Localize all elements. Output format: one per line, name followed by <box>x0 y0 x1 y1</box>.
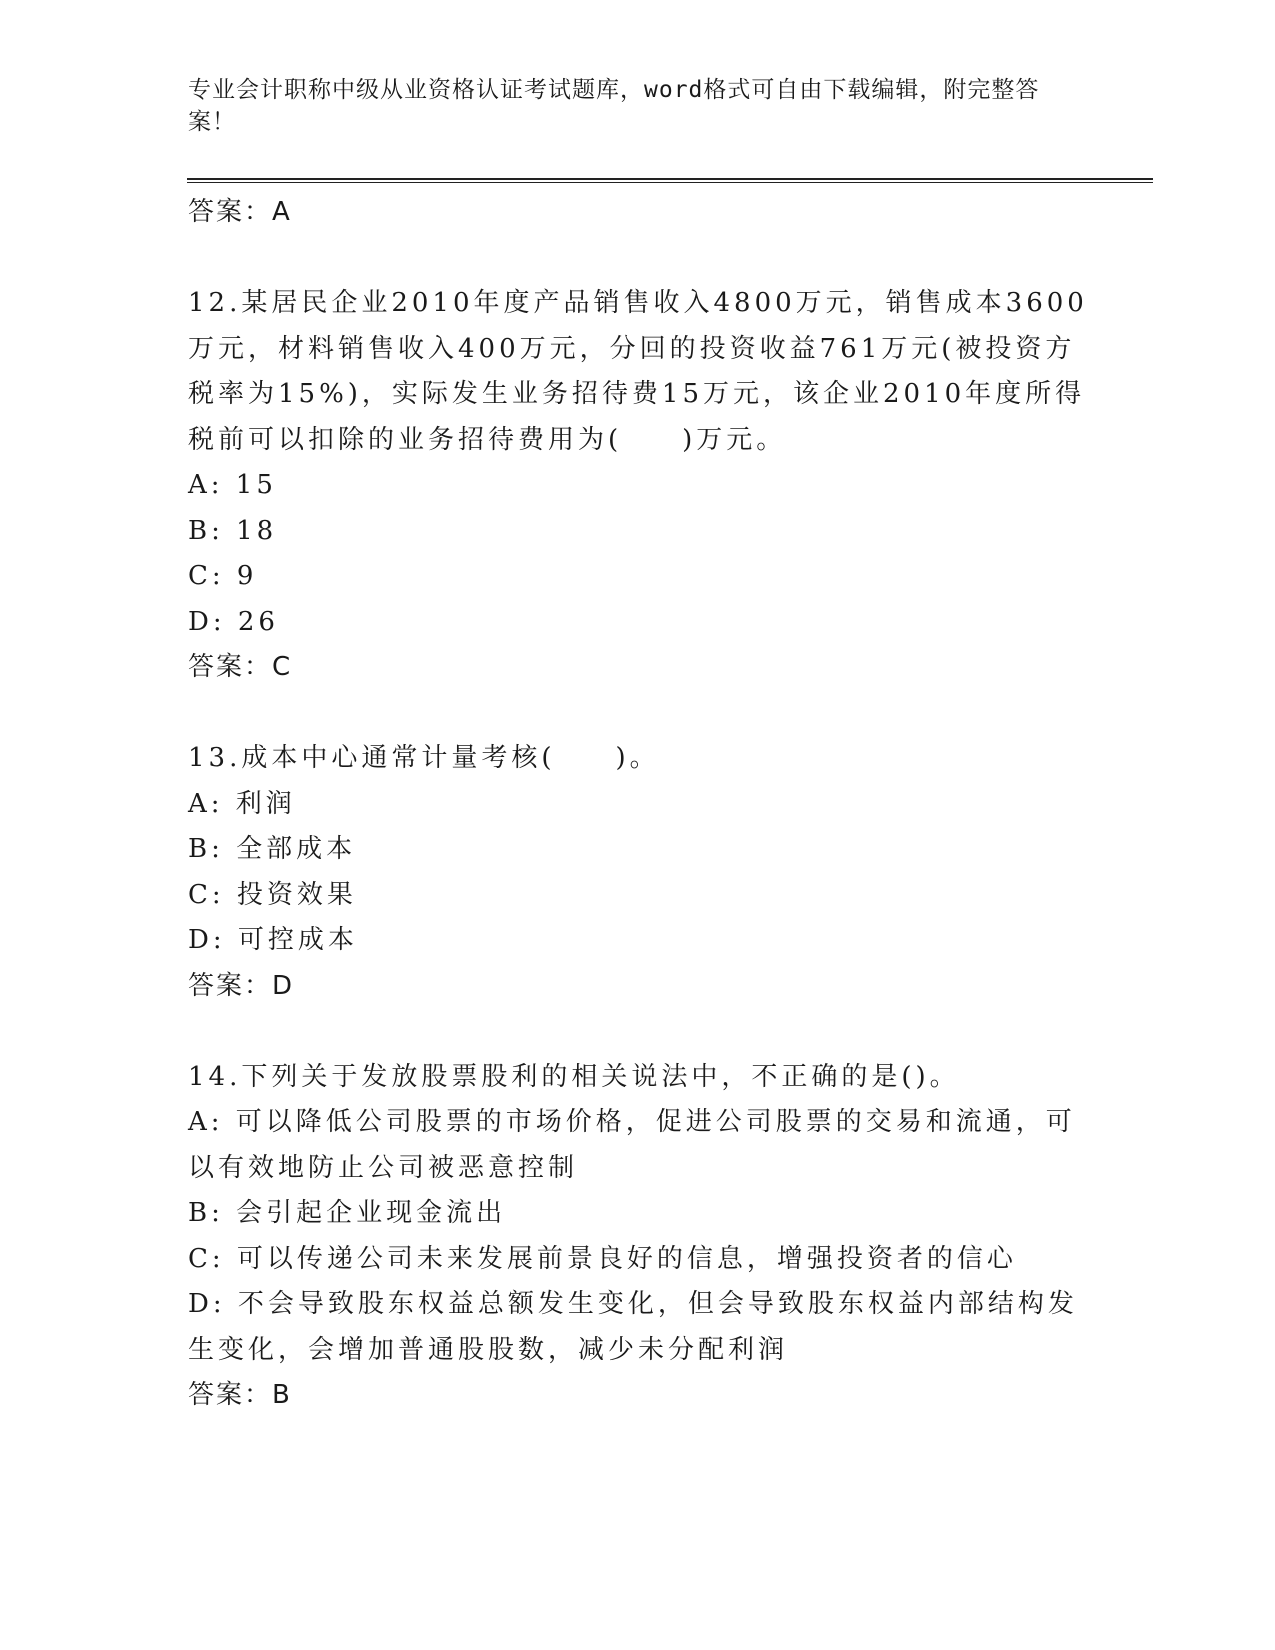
question-12-text: 12.某居民企业2010年度产品销售收入4800万元，销售成本3600万元，材料销售收入400万元，分回的投资收益761万元(被投资方税率为15%)，实际发生业务招待费15万元，该企业2010年度所得税前可以扣除的业务招待费用为( )万元。 <box>188 288 1088 455</box>
option-c: C: 9 <box>188 561 258 591</box>
option-b: B: 会引起企业现金流出 <box>188 1198 507 1228</box>
header-rule-thick <box>187 178 1153 180</box>
option-d: D: 26 <box>188 606 279 637</box>
option-a: A: 15 <box>188 470 277 500</box>
option-a: A: 利润 <box>188 788 296 819</box>
spacer <box>188 691 1088 737</box>
question-block-14 <box>188 1055 1088 1419</box>
header-rule-thin <box>187 182 1153 183</box>
answer-14: 答案：B <box>188 1380 292 1410</box>
question-13-text: 13.成本中心通常计量考核( )。 <box>188 743 660 773</box>
question-block-12 <box>188 281 1088 691</box>
answer-11: 答案：A <box>188 197 292 227</box>
question-content <box>188 190 1088 1419</box>
spacer <box>188 236 1088 282</box>
option-d: D: 可控成本 <box>188 925 358 955</box>
spacer <box>188 1009 1088 1055</box>
question-14-text: 14.下列关于发放股票股利的相关说法中，不正确的是()。 <box>188 1061 960 1092</box>
answer-12: 答案：C <box>188 652 293 682</box>
option-c: C: 可以传递公司未来发展前景良好的信息，增强投资者的信心 <box>188 1243 1017 1274</box>
question-block-13 <box>188 736 1088 1009</box>
option-b: B: 全部成本 <box>188 834 357 864</box>
option-b: B: 18 <box>188 515 278 546</box>
option-c: C: 投资效果 <box>188 879 357 910</box>
option-d: D: 不会导致股东权益总额发生变化，但会导致股东权益内部结构发生变化，会增加普通股股数，减少未分配利润 <box>188 1289 1078 1365</box>
option-a: A: 可以降低公司股票的市场价格，促进公司股票的交易和流通，可以有效地防止公司被恶意控制 <box>188 1107 1076 1183</box>
answer-13: 答案：D <box>188 970 295 1001</box>
page-header-text: 专业会计职称中级从业资格认证考试题库，word格式可自由下载编辑，附完整答案！ <box>188 77 1040 135</box>
